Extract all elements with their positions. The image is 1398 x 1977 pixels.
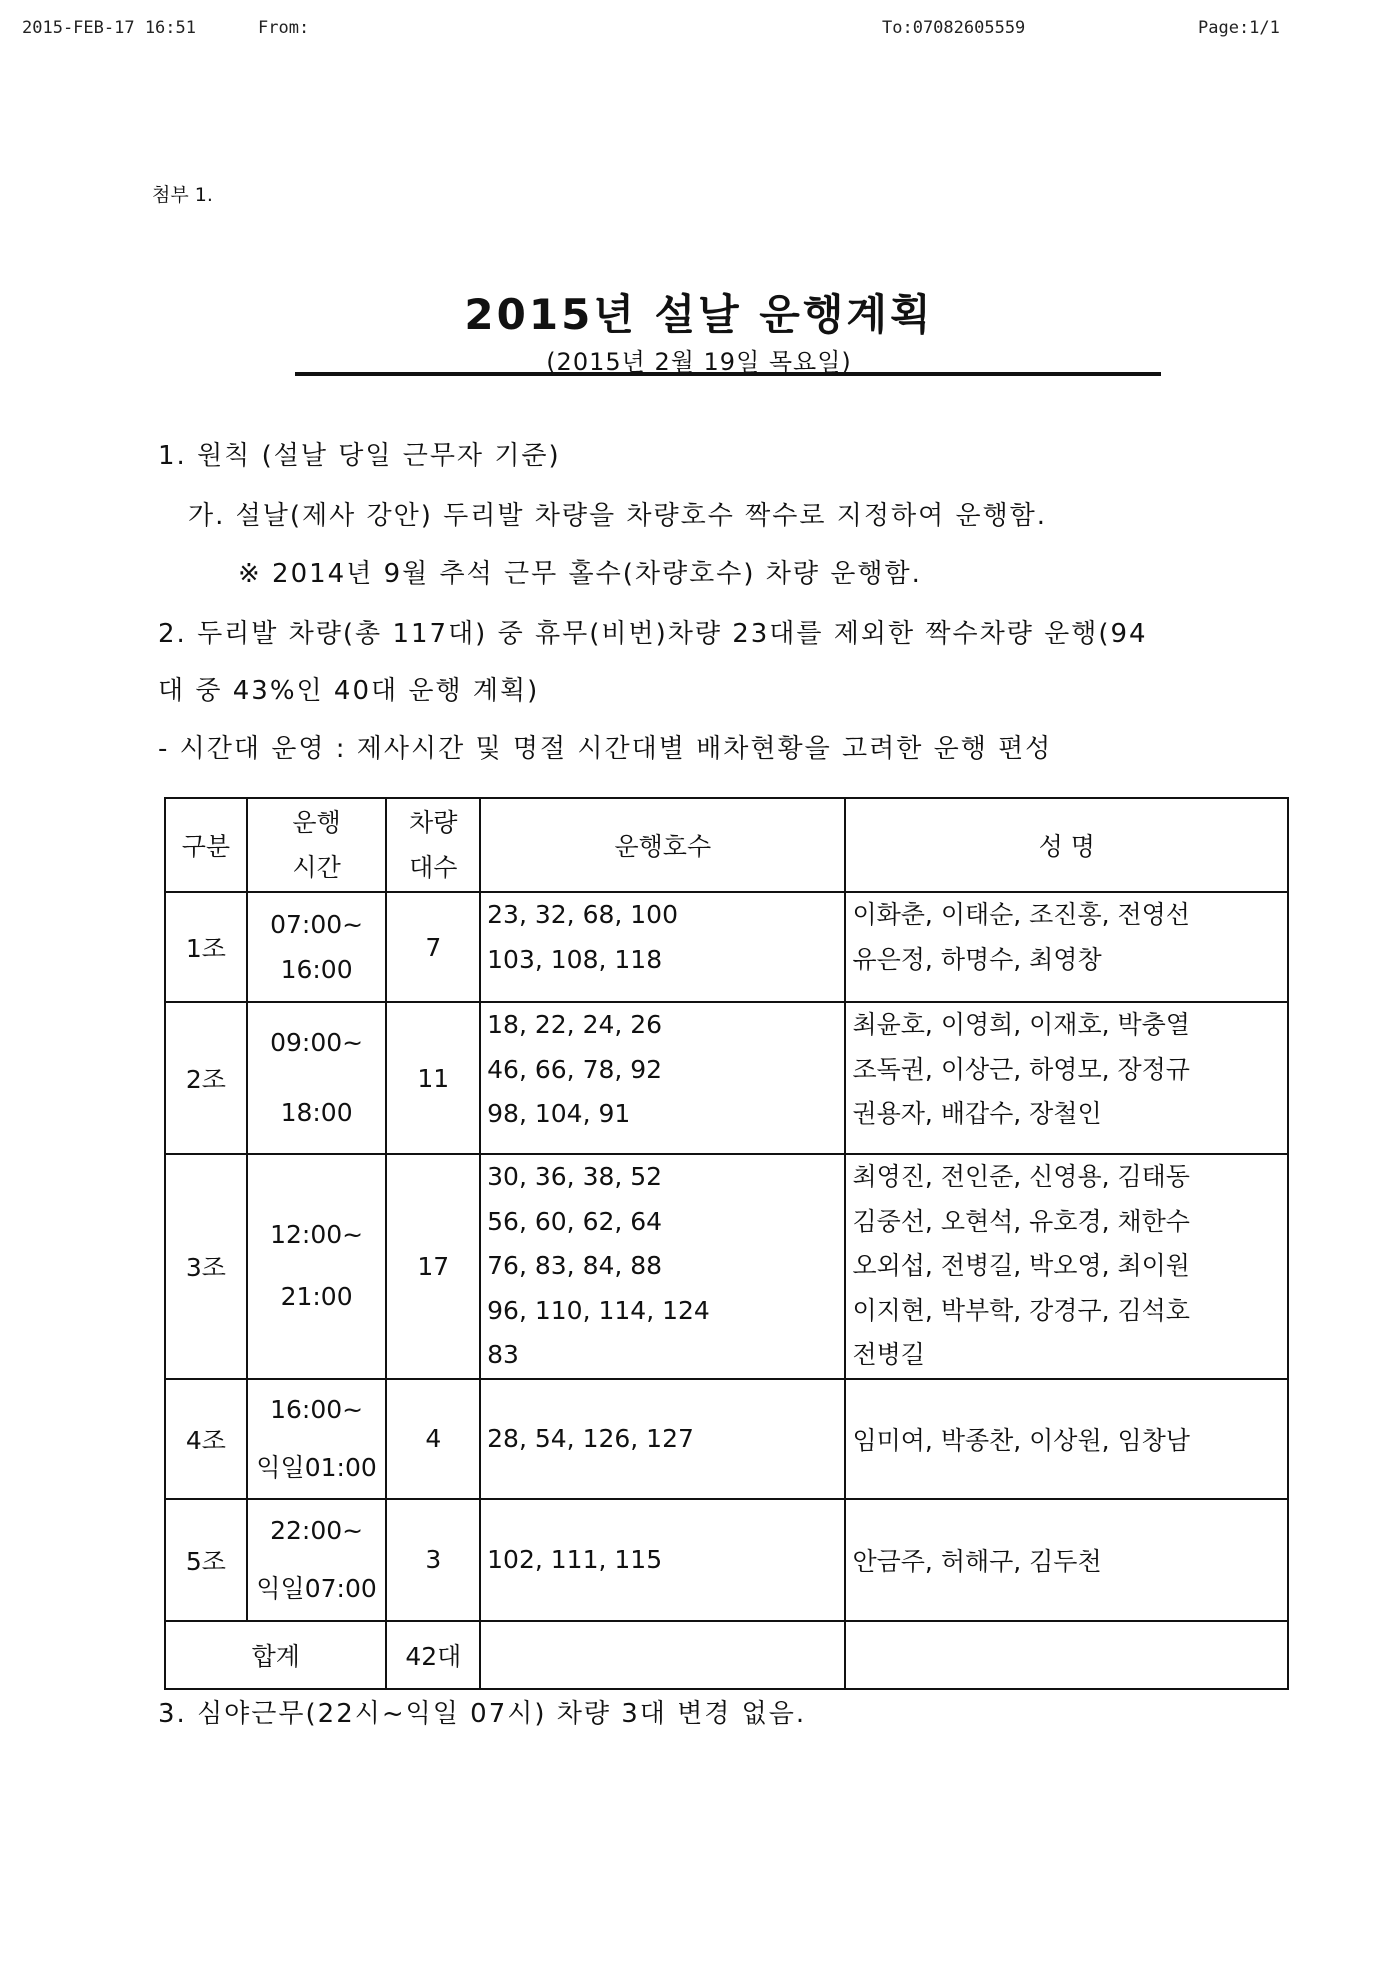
row-names (845, 892, 1288, 1002)
time-slot-note: - 시간대 운영 : 제사시간 및 명절 시간대별 배차현황을 고려한 운행 편성 (158, 734, 1053, 764)
numbers-line: 46, 66, 78, 92 (487, 1054, 663, 1084)
row-time-start: 07:00~ (270, 910, 364, 939)
numbers-line: 98, 104, 91 (487, 1099, 631, 1128)
row-group: 3조 (165, 1154, 247, 1379)
numbers-line: 103, 108, 118 (487, 944, 663, 974)
row-time-end: 16:00 (280, 955, 353, 984)
row-time (247, 1154, 387, 1379)
row-time-start: 16:00~ (270, 1394, 364, 1424)
row-count: 4 (386, 1379, 480, 1499)
row-numbers (480, 892, 845, 1002)
numbers-line: 30, 36, 38, 52 (487, 1162, 663, 1191)
row-time-end: 18:00 (280, 1098, 353, 1127)
vehicle-plan-line-2: 대 중 43%인 40대 운행 계획) (158, 676, 540, 706)
row-time-end: 익일07:00 (256, 1573, 377, 1603)
attachment-label: 첨부 1. (152, 184, 213, 206)
names-line: 김중선, 오현석, 유호경, 채한수 (852, 1206, 1190, 1236)
row-time-end: 21:00 (280, 1282, 353, 1312)
row-time-start: 12:00~ (270, 1220, 364, 1250)
header-time-line-2: 시간 (292, 853, 341, 882)
table-row (165, 1379, 1288, 1499)
header-group: 구분 (165, 798, 247, 892)
row-time (247, 1002, 387, 1154)
row-numbers (480, 1002, 845, 1154)
header-time (247, 798, 387, 892)
total-row (165, 1621, 1288, 1689)
table-row (165, 1002, 1288, 1154)
table-row (165, 892, 1288, 1002)
row-numbers: 28, 54, 126, 127 (480, 1379, 845, 1499)
row-group: 4조 (165, 1379, 247, 1499)
fax-page: Page:1/1 (1198, 18, 1280, 38)
principle-note: ※ 2014년 9월 추석 근무 홀수(차량호수) 차량 운행함. (238, 559, 922, 589)
table-row (165, 1499, 1288, 1621)
row-time (247, 892, 387, 1002)
row-group: 2조 (165, 1002, 247, 1154)
header-count-line-1: 차량 (409, 808, 458, 837)
night-shift-note: 3. 심야근무(22시~익일 07시) 차량 3대 변경 없음. (158, 1699, 807, 1729)
total-numbers-empty (480, 1621, 845, 1689)
row-time-start: 09:00~ (270, 1028, 364, 1057)
numbers-line: 83 (487, 1340, 519, 1369)
names-line: 전병길 (852, 1340, 925, 1369)
names-line: 이지현, 박부학, 강경구, 김석호 (852, 1295, 1190, 1325)
names-line: 최영진, 전인준, 신영용, 김태동 (852, 1162, 1190, 1191)
table-row (165, 1154, 1288, 1379)
row-time (247, 1379, 387, 1499)
names-line: 최윤호, 이영희, 이재호, 박충열 (852, 1010, 1190, 1039)
row-count: 17 (386, 1154, 480, 1379)
total-label: 합계 (165, 1621, 386, 1689)
names-line: 유은정, 하명수, 최영창 (852, 944, 1102, 974)
names-line: 이화춘, 이태순, 조진홍, 전영선 (852, 900, 1190, 929)
document-subtitle: (2015년 2월 19일 목요일) (546, 348, 852, 376)
row-count: 11 (386, 1002, 480, 1154)
total-names-empty (845, 1621, 1288, 1689)
row-group: 1조 (165, 892, 247, 1002)
row-names (845, 1154, 1288, 1379)
row-time-start: 22:00~ (270, 1515, 364, 1545)
row-count: 7 (386, 892, 480, 1002)
row-time (247, 1499, 387, 1621)
header-time-line-1: 운행 (292, 808, 341, 837)
row-numbers: 102, 111, 115 (480, 1499, 845, 1621)
names-line: 오외섭, 전병길, 박오영, 최이원 (852, 1251, 1190, 1280)
row-names: 임미여, 박종찬, 이상원, 임창남 (845, 1379, 1288, 1499)
vehicle-plan-line-1: 2. 두리발 차량(총 117대) 중 휴무(비번)차량 23대를 제외한 짝수차량 운행(94 (158, 619, 1148, 649)
schedule-table (164, 797, 1289, 1690)
numbers-line: 76, 83, 84, 88 (487, 1251, 663, 1280)
fax-from: From: (258, 18, 310, 38)
header-count (386, 798, 480, 892)
numbers-line: 96, 110, 114, 124 (487, 1295, 710, 1325)
names-line: 권용자, 배갑수, 장철인 (852, 1099, 1102, 1128)
header-count-line-2: 대수 (409, 853, 458, 882)
document-title: 2015년 설날 운행계획 (464, 290, 934, 339)
numbers-line: 23, 32, 68, 100 (487, 900, 678, 929)
table-header-row (165, 798, 1288, 892)
title-underline (295, 372, 1161, 376)
row-names (845, 1002, 1288, 1154)
row-count: 3 (386, 1499, 480, 1621)
row-time-end: 익일01:00 (256, 1452, 377, 1482)
header-numbers: 운행호수 (480, 798, 845, 892)
principle-heading: 1. 원칙 (설날 당일 근무자 기준) (158, 441, 561, 471)
fax-to: To:07082605559 (882, 18, 1026, 38)
names-line: 조독권, 이상근, 하영모, 장정규 (852, 1054, 1190, 1084)
numbers-line: 56, 60, 62, 64 (487, 1206, 663, 1236)
row-group: 5조 (165, 1499, 247, 1621)
row-numbers (480, 1154, 845, 1379)
total-count: 42대 (386, 1621, 480, 1689)
principle-item-ga: 가. 설날(제사 강안) 두리발 차량을 차량호수 짝수로 지정하여 운행함. (188, 501, 1048, 531)
numbers-line: 18, 22, 24, 26 (487, 1010, 663, 1039)
fax-timestamp: 2015-FEB-17 16:51 (22, 18, 196, 38)
row-names: 안금주, 허해구, 김두천 (845, 1499, 1288, 1621)
header-names: 성 명 (845, 798, 1288, 892)
